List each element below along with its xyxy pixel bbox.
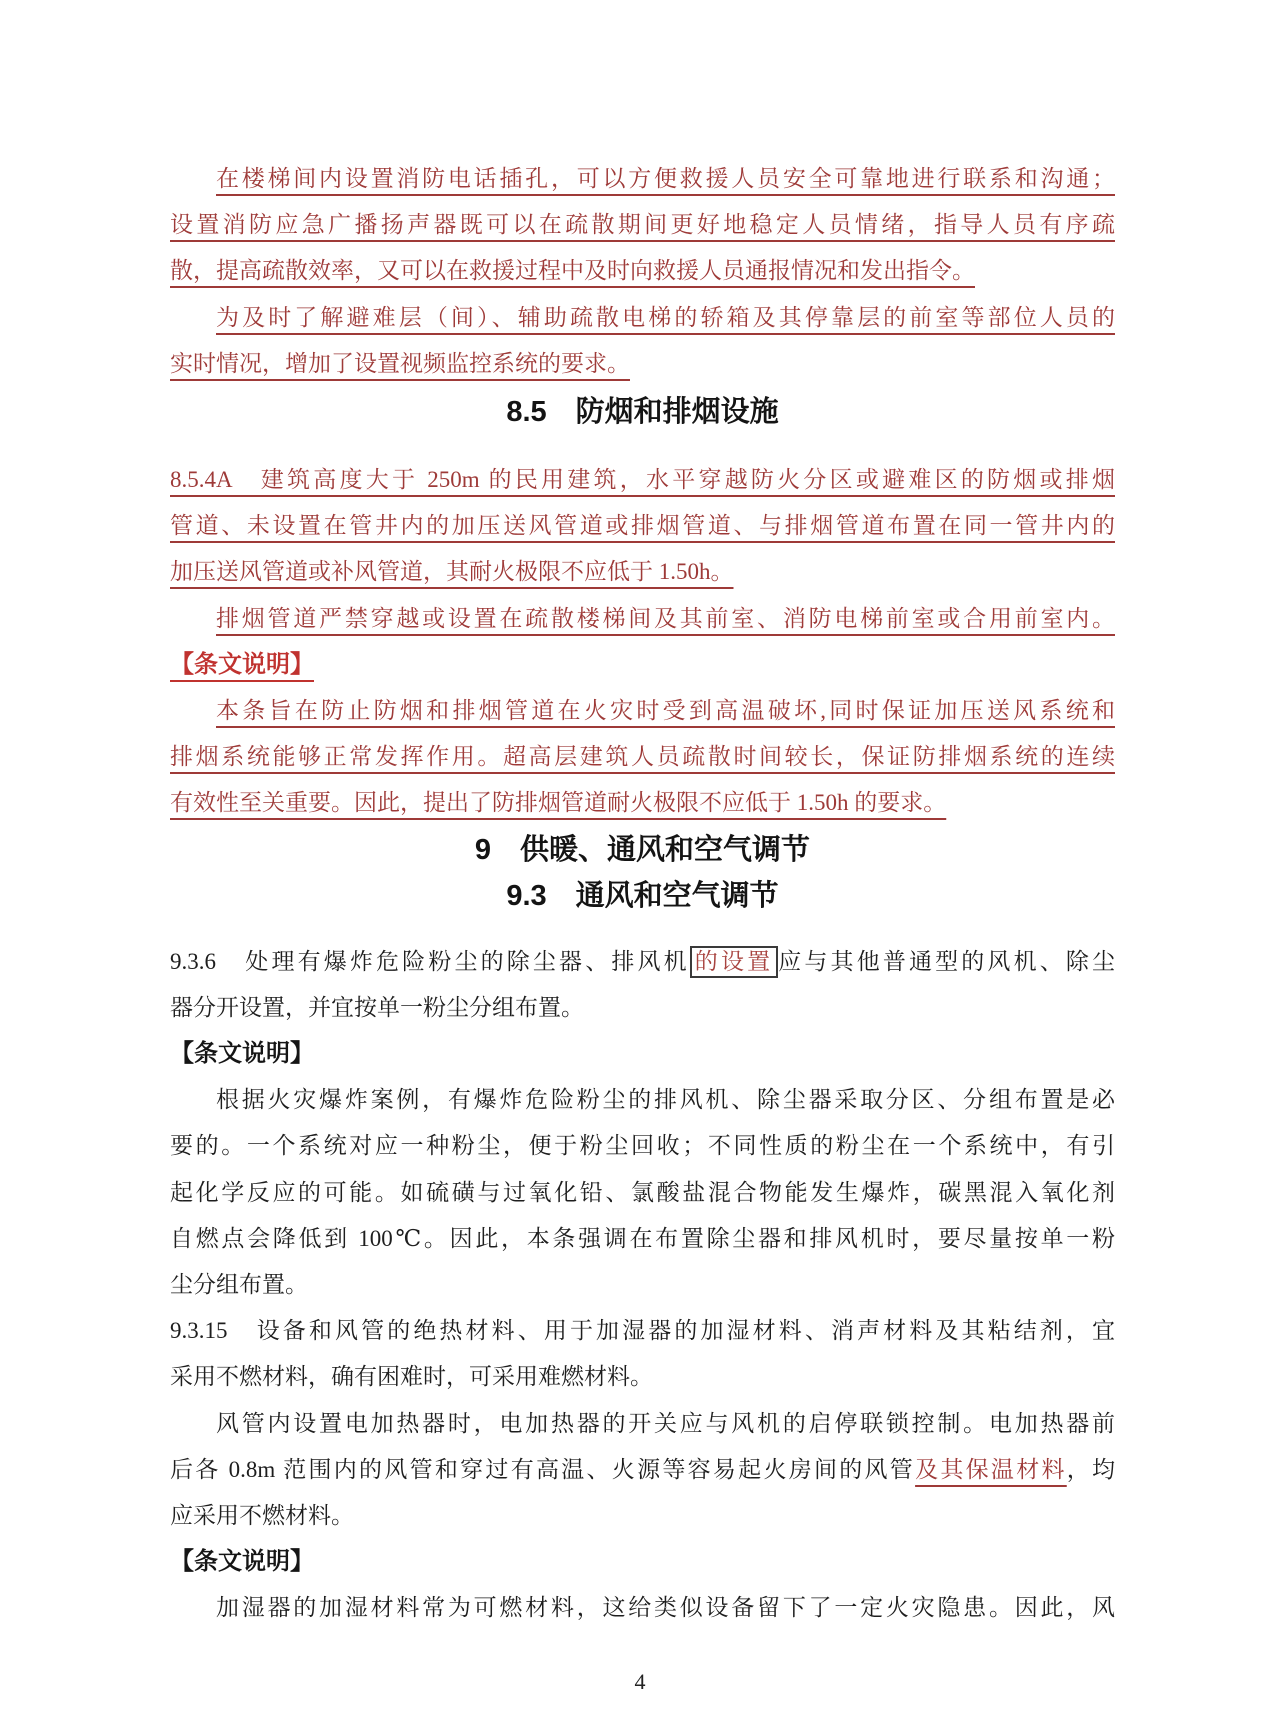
text-line (170, 549, 1115, 595)
body-text: 风管内设置电加热器时，电加热器的开关应与风机的启停联锁控制。电加热器前 (216, 1410, 1115, 1436)
paragraph (170, 1031, 1115, 1077)
text-line (170, 1262, 1115, 1308)
body-text: 后各 0.8m 范围内的风管和穿过有高温、火源等容易起火房间的风管 (170, 1456, 916, 1482)
clause-note-label-black: 【条文说明】 (170, 1548, 314, 1576)
paragraph (170, 939, 1115, 1031)
red-underlined-text: 排烟系统能够正常发挥作用。超高层建筑人员疏散时间较长，保证防排烟系统的连续 (170, 744, 1115, 770)
paragraph (170, 156, 1115, 295)
paragraph (170, 1539, 1115, 1585)
paragraph (170, 457, 1115, 596)
text-line (170, 1585, 1115, 1631)
body-text: 自燃点会降低到 100℃。因此，本条强调在布置除尘器和排风机时，要尽量按单一粉 (170, 1225, 1115, 1251)
text-line (170, 939, 1115, 985)
body-text: 应采用不燃材料。 (170, 1503, 354, 1529)
text-line (170, 642, 1115, 688)
paragraph (170, 642, 1115, 688)
text-line (170, 202, 1115, 248)
clause-note-label-black: 【条文说明】 (170, 1040, 314, 1068)
text-line (170, 457, 1115, 503)
body-text: ，均 (1066, 1456, 1116, 1482)
body-text: 器分开设置，并宜按单一粉尘分组布置。 (170, 994, 584, 1020)
text-line (170, 248, 1115, 294)
text-line (170, 688, 1115, 734)
clause-note-label-red: 【条文说明】 (170, 650, 314, 678)
paragraph (170, 295, 1115, 387)
text-line (170, 734, 1115, 780)
text-line (170, 1493, 1115, 1539)
section-heading: 9 供暖、通风和空气调节 (474, 833, 811, 866)
text-line (170, 1123, 1115, 1169)
body-text: 应与其他普通型的风机、除尘 (778, 948, 1116, 974)
red-underlined-text: 实时情况，增加了设置视频监控系统的要求。 (170, 350, 630, 376)
body-text: 起化学反应的可能。如硫磺与过氧化铅、氯酸盐混合物能发生爆炸，碳黑混入氧化剂 (170, 1179, 1115, 1205)
text-line (170, 1401, 1115, 1447)
paragraph (170, 596, 1115, 642)
paragraph (170, 1077, 1115, 1308)
paragraph (170, 1585, 1115, 1631)
paragraph (170, 688, 1115, 827)
body-text: 9.3.6 处理有爆炸危险粉尘的除尘器、排风机 (170, 948, 690, 974)
document-body (170, 156, 1115, 1632)
text-line (170, 1447, 1115, 1493)
text-line (170, 596, 1115, 642)
red-underlined-text: 8.5.4A 建筑高度大于 250m 的民用建筑，水平穿越防火分区或避难区的防烟或排烟 (170, 467, 1115, 493)
body-text: 尘分组布置。 (170, 1272, 308, 1298)
paragraph (170, 1308, 1115, 1400)
text-line (170, 1539, 1115, 1585)
text-line (170, 1216, 1115, 1262)
text-line (170, 1308, 1115, 1354)
text-line (170, 985, 1115, 1031)
body-text: 根据火灾爆炸案例，有爆炸危险粉尘的排风机、除尘器采取分区、分组布置是必 (216, 1087, 1115, 1113)
text-line (170, 341, 1115, 387)
red-underlined-text: 本条旨在防止防烟和排烟管道在火灾时受到高温破坏,同时保证加压送风系统和 (216, 698, 1115, 724)
text-line (170, 1354, 1115, 1400)
text-line (170, 1031, 1115, 1077)
text-line (170, 503, 1115, 549)
section-heading: 9.3 通风和空气调节 (506, 879, 779, 912)
text-line (170, 1077, 1115, 1123)
boxed-insert-text: 的设置 (690, 946, 778, 978)
text-line (170, 1170, 1115, 1216)
red-underlined-text: 排烟管道严禁穿越或设置在疏散楼梯间及其前室、消防电梯前室或合用前室内。 (216, 605, 1115, 631)
red-underlined-text: 散，提高疏散效率，又可以在救援过程中及时向救援人员通报情况和发出指令。 (170, 258, 975, 284)
red-underlined-text: 在楼梯间内设置消防电话插孔，可以方便救援人员安全可靠地进行联系和沟通； (216, 166, 1115, 191)
body-text: 加湿器的加湿材料常为可燃材料，这给类似设备留下了一定火灾隐患。因此，风 (216, 1595, 1115, 1621)
page-number: 4 (634, 1669, 646, 1694)
section-heading: 8.5 防烟和排烟设施 (506, 396, 779, 429)
body-text: 要的。一个系统对应一种粉尘，便于粉尘回收；不同性质的粉尘在一个系统中，有引 (170, 1133, 1115, 1159)
text-line (170, 156, 1115, 202)
red-underlined-text: 及其保温材料 (915, 1456, 1067, 1482)
red-underlined-text: 有效性至关重要。因此，提出了防排烟管道耐火极限不应低于 1.50h 的要求。 (170, 790, 947, 816)
body-text: 采用不燃材料，确有困难时，可采用难燃材料。 (170, 1364, 653, 1390)
paragraph (170, 1401, 1115, 1540)
red-underlined-text: 加压送风管道或补风管道，其耐火极限不应低于 1.50h。 (170, 559, 734, 585)
body-text: 9.3.15 设备和风管的绝热材料、用于加湿器的加湿材料、消声材料及其粘结剂，宜 (170, 1318, 1115, 1344)
text-line (170, 780, 1115, 826)
text-line (170, 295, 1115, 341)
red-underlined-text: 管道、未设置在管井内的加压送风管道或排烟管道、与排烟管道布置在同一管井内的 (170, 513, 1115, 539)
red-underlined-text: 设置消防应急广播扬声器既可以在疏散期间更好地稳定人员情绪，指导人员有序疏 (170, 212, 1115, 238)
red-underlined-text: 为及时了解避难层（间）、辅助疏散电梯的轿箱及其停靠层的前室等部位人员的 (216, 304, 1115, 330)
